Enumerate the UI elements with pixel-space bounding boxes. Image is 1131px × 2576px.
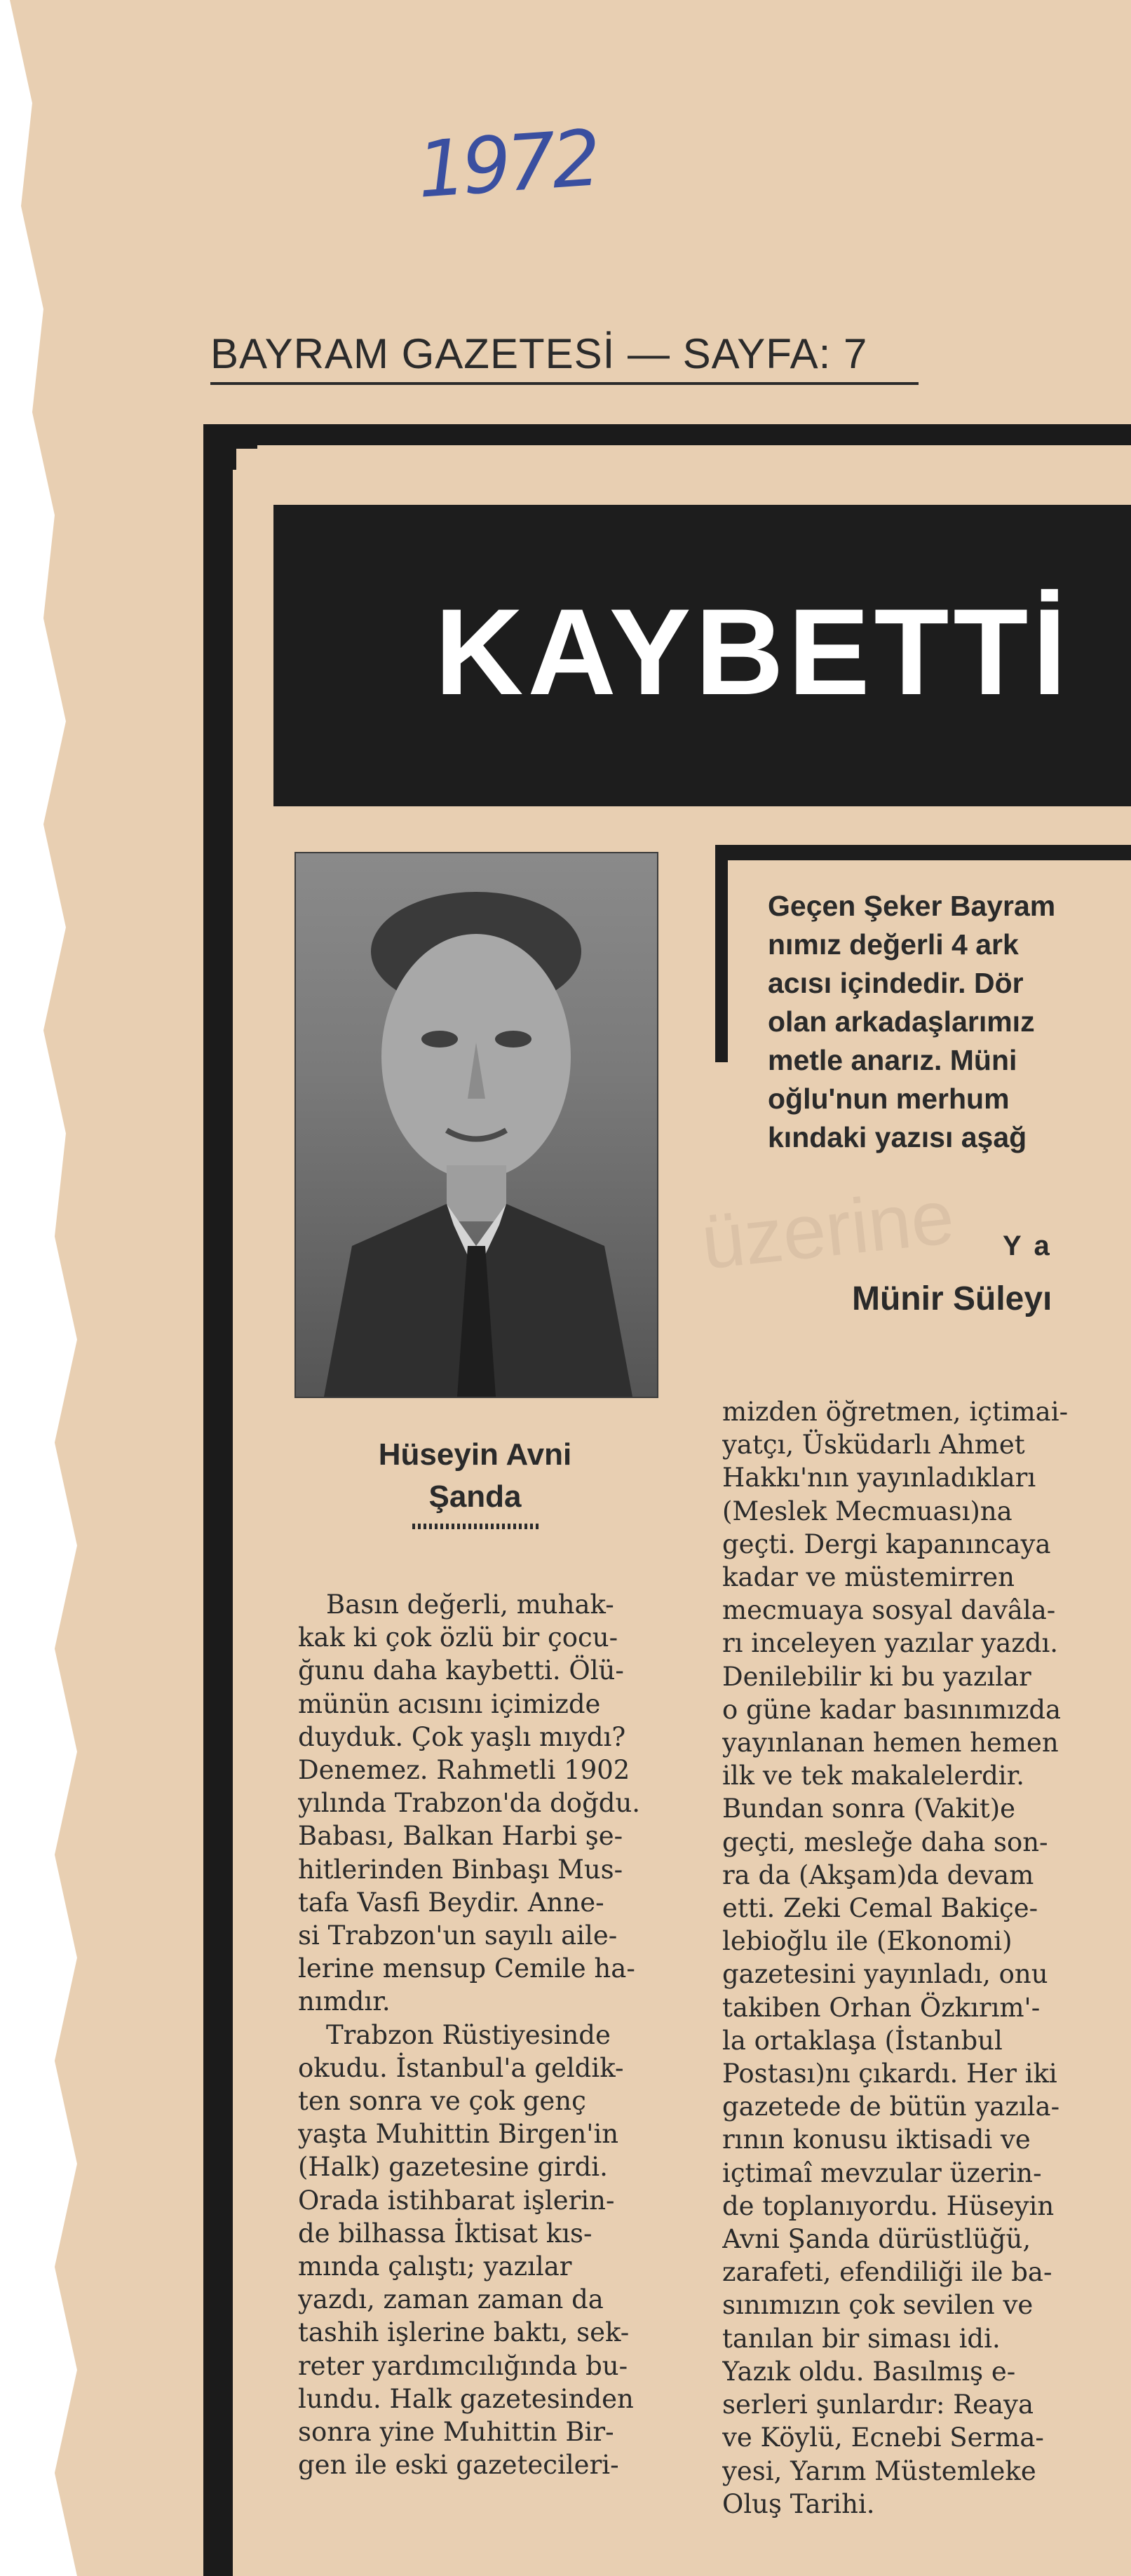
- article-line: okudu. İstanbul'a geldik-: [298, 2052, 624, 2083]
- byline-label: Ya: [1003, 1231, 1064, 1261]
- article-line: Hakkı'nın yayınladıkları: [722, 1463, 1036, 1493]
- intro-line: Geçen Şeker Bayram: [768, 890, 1056, 922]
- photo-caption: [294, 1434, 656, 1529]
- article-line: Trabzon Rüstiyesinde: [326, 2019, 611, 2050]
- portrait-photo: [294, 852, 658, 1398]
- portrait-illustration: [296, 853, 657, 1397]
- intro-box-bar: [715, 845, 728, 1062]
- article-line: de bilhassa İktisat kıs-: [298, 2218, 592, 2249]
- article-line: Oluş Tarihi.: [722, 2488, 875, 2519]
- intro-line: kındaki yazısı aşağ: [768, 1121, 1027, 1153]
- headline-title: KAYBETTİ: [435, 584, 1071, 721]
- intro-line: olan arkadaşlarımız: [768, 1005, 1035, 1038]
- article-line: la ortaklaşa (İstanbul: [722, 2025, 1003, 2056]
- article-line: mında çalıştı; yazılar: [298, 2251, 572, 2282]
- article-line: yılında Trabzon'da doğdu.: [298, 1788, 641, 1819]
- headline-banner: [273, 505, 1131, 806]
- article-line: duyduk. Çok yaşlı mıydı?: [298, 1721, 626, 1752]
- frame-corner: [233, 445, 257, 470]
- article-line: lundu. Halk gazetesinden: [298, 2383, 634, 2414]
- article-line: takiben Orhan Özkırım'-: [722, 1992, 1041, 2023]
- intro-paragraph: [768, 887, 1131, 1157]
- article-line: ra da (Akşam)da devam: [722, 1859, 1034, 1890]
- article-line: Yazık oldu. Basılmış e-: [722, 2356, 1016, 2387]
- caption-rule: [412, 1524, 539, 1529]
- article-line: ve Köylü, Ecnebi Serma-: [722, 2422, 1044, 2453]
- page-header: BAYRAM GAZETESİ — SAYFA: 7: [210, 330, 919, 385]
- article-line: lerine mensup Cemile ha-: [298, 1953, 635, 1984]
- article-line: tashih işlerine baktı, sek-: [298, 2317, 630, 2348]
- article-line: Avni Şanda dürüstlüğü,: [722, 2224, 1031, 2255]
- article-line: geçti. Dergi kapanıncaya: [722, 1528, 1051, 1559]
- article-line: münün acısını içimizde: [298, 1688, 601, 1719]
- article-line: geçti, mesleğe daha son-: [722, 1826, 1048, 1857]
- article-line: serleri şunlardır: Reaya: [722, 2389, 1034, 2420]
- article-line: nımdır.: [298, 1986, 391, 2017]
- frame-top-border: [203, 424, 1131, 445]
- article-line: Bundan sonra (Vakit)e: [722, 1794, 1016, 1824]
- article-line: gen ile eski gazetecileri-: [298, 2450, 619, 2481]
- article-line: Basın değerli, muhak-: [326, 1589, 614, 1620]
- article-line: yayınlanan hemen hemen: [722, 1728, 1059, 1758]
- article-line: etti. Zeki Cemal Bakiçe-: [722, 1893, 1038, 1924]
- article-column-left: [298, 1588, 673, 2481]
- article-line: lebioğlu ile (Ekonomi): [722, 1926, 1013, 1957]
- article-line: (Halk) gazetesine girdi.: [298, 2152, 608, 2183]
- article-line: Postası)nı çıkardı. Her iki: [722, 2059, 1057, 2089]
- caption-name-line1: Hüseyin Avni: [378, 1437, 572, 1472]
- intro-line: metle anarız. Müni: [768, 1044, 1017, 1076]
- article-line: yesi, Yarım Müstemleke: [722, 2455, 1036, 2486]
- article-line: o güne kadar basınımızda: [722, 1694, 1062, 1725]
- article-line: (Meslek Mecmuası)na: [722, 1496, 1013, 1526]
- article-line: gazetesini yayınladı, onu: [722, 1959, 1048, 1990]
- article-line: kak ki çok özlü bir çocu-: [298, 1622, 618, 1653]
- article-line: içtimaî mevzular üzerin-: [722, 2157, 1042, 2188]
- caption-name-line2: Şanda: [428, 1479, 522, 1514]
- article-line: gazetede de bütün yazıla-: [722, 2092, 1060, 2122]
- article-line: kadar ve müstemirren: [722, 1562, 1015, 1593]
- article-line: hitlerinden Binbaşı Mus-: [298, 1854, 623, 1885]
- article-line: mizden öğretmen, içtimai-: [722, 1397, 1069, 1427]
- article-line: mecmuaya sosyal davâla-: [722, 1595, 1056, 1626]
- article-line: si Trabzon'un sayılı aile-: [298, 1920, 618, 1951]
- article-line: yatçı, Üsküdarlı Ahmet: [722, 1430, 1025, 1460]
- byline-author: Münir Süleyı: [852, 1280, 1052, 1317]
- watermark-text: üzerine: [697, 1173, 959, 1286]
- intro-line: oğlu'nun merhum: [768, 1083, 1010, 1115]
- article-line: Orada istihbarat işlerin-: [298, 2185, 615, 2216]
- handwritten-year: 1972: [414, 113, 600, 215]
- article-line: tanılan bir siması idi.: [722, 2323, 1001, 2354]
- article-line: sonra yine Muhittin Bir-: [298, 2417, 614, 2448]
- article-line: zarafeti, efendiliği ile ba-: [722, 2257, 1052, 2288]
- article-line: ğunu daha kaybetti. Ölü-: [298, 1655, 624, 1686]
- article-line: rının konusu iktisadi ve: [722, 2124, 1031, 2155]
- intro-line: acısı içindedir. Dör: [768, 967, 1024, 999]
- article-line: yazdı, zaman zaman da: [298, 2284, 604, 2315]
- article-line: tafa Vasfi Beydir. Anne-: [298, 1887, 604, 1918]
- article-line: yaşta Muhittin Birgen'in: [298, 2119, 619, 2150]
- article-line: Denemez. Rahmetli 1902: [298, 1755, 630, 1786]
- article-line: ten sonra ve çok genç: [298, 2086, 586, 2117]
- article-column-right: [722, 1395, 1131, 2521]
- article-line: de toplanıyordu. Hüseyin: [722, 2190, 1055, 2221]
- article-line: rı inceleyen yazılar yazdı.: [722, 1628, 1059, 1659]
- frame-left-border: [203, 424, 233, 2576]
- article-line: reter yardımcılığında bu-: [298, 2350, 628, 2381]
- article-line: ilk ve tek makalelerdir.: [722, 1761, 1025, 1791]
- article-line: Denilebilir ki bu yazılar: [722, 1661, 1031, 1692]
- intro-line: nımız değerli 4 ark: [768, 928, 1019, 961]
- article-line: Babası, Balkan Harbi şe-: [298, 1821, 623, 1852]
- article-line: sınımızın çok sevilen ve: [722, 2290, 1034, 2321]
